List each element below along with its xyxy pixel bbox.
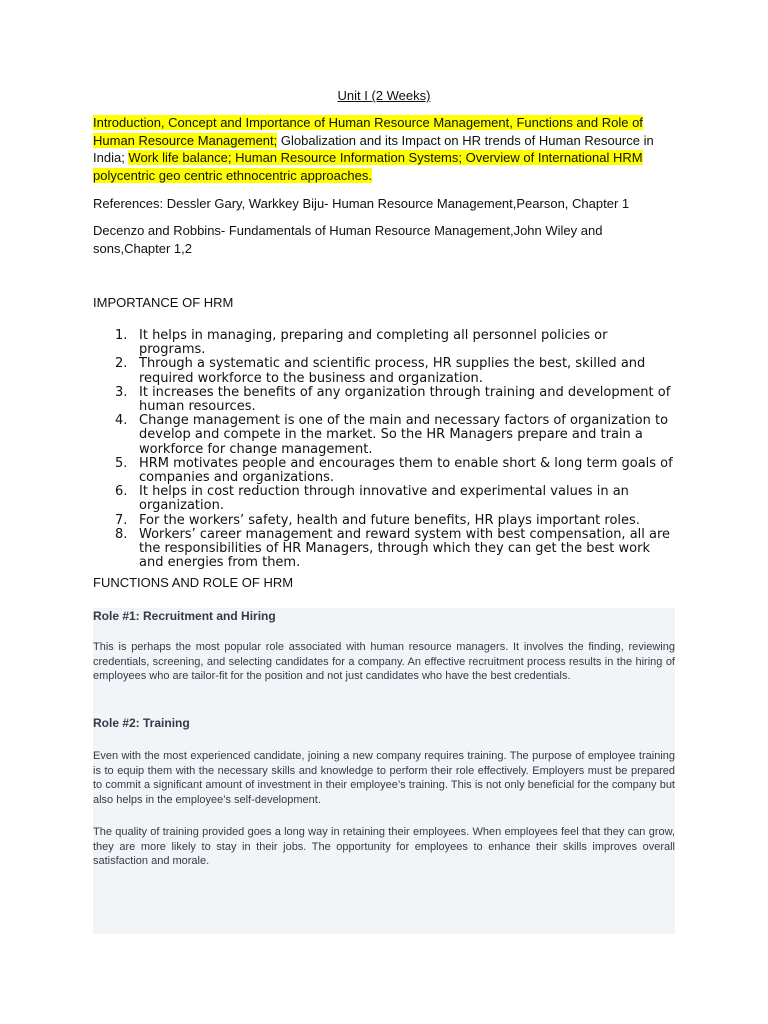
unit-title: Unit I (2 Weeks) xyxy=(337,88,431,103)
list-item-text: Through a systematic and scientific process, HR supplies the best, skilled and required workforce to the business and organization. xyxy=(139,356,646,386)
intro-paragraph xyxy=(93,114,675,184)
list-item xyxy=(93,357,675,385)
list-number: 2. xyxy=(115,356,128,372)
list-item xyxy=(93,485,675,513)
plain-text: Globalization and its Impact on HR trends of Human Resource in India; xyxy=(93,132,654,166)
role-2-text-2: The quality of training provided goes a long way in retaining their employees. When employees feel that they can grow, they are more likely to stay in their jobs. The opportunity for employees to enhance their skills improves overall satisfaction and morale. xyxy=(93,826,675,868)
list-number: 4. xyxy=(115,413,128,429)
list-item-text: Workers’ career management and reward system with best compensation, all are the responsibilities of HR Managers, through which they can get the best work and energies from them. xyxy=(139,526,671,571)
role-2-title: Role #2: Training xyxy=(93,716,190,730)
list-item xyxy=(93,457,675,485)
list-item xyxy=(93,514,675,528)
reference-1: References: Dessler Gary, Warkkey Biju- Human Resource Management,Pearson, Chapter 1 xyxy=(93,196,630,211)
list-item-text: HRM motivates people and encourages them to enable short & long term goals of companies and organizations. xyxy=(139,455,673,486)
importance-list xyxy=(93,329,675,570)
list-item-text: It helps in managing, preparing and completing all personnel policies or programs. xyxy=(139,328,608,358)
list-item-text: Change management is one of the main and necessary factors of organization to develop and compete in the market. So the HR Managers prepare and train a workforce for change management. xyxy=(139,413,669,457)
list-number: 6. xyxy=(115,484,128,500)
list-item xyxy=(93,414,675,457)
list-number: 8. xyxy=(115,526,128,542)
list-item xyxy=(93,528,675,571)
role-1-title: Role #1: Recruitment and Hiring xyxy=(93,609,276,623)
role-2-text-1: Even with the most experienced candidate, joining a new company requires training. The purpose of employee training is to equip them with the necessary skills and knowledge to perform their role effectively. Employers must be prepared to commit a significant amount of investment in their employee’s training. This is not only beneficial for the company but also helps in the employee’s self-development. xyxy=(93,750,675,807)
list-item-text: It helps in cost reduction through innovative and experimental values in an organization. xyxy=(139,484,629,514)
list-item xyxy=(93,329,675,357)
role-1-text: This is perhaps the most popular role associated with human resource managers. It involves the finding, reviewing credentials, screening, and selecting candidates for a company. An effective recruitment process results in the hiring of employees who are tailor-fit for the position and not just candidates who have the best credentials. xyxy=(93,641,675,683)
importance-heading: IMPORTANCE OF HRM xyxy=(93,295,234,310)
reference-2: Decenzo and Robbins- Fundamentals of Human Resource Management,John Wiley and sons,Chapter 1,2 xyxy=(93,223,603,256)
highlighted-text: Work life balance; Human Resource Information Systems; Overview of International HRM polycentric geo centric ethnocentric approaches. xyxy=(93,150,643,183)
list-number: 3. xyxy=(115,384,128,400)
list-item-text: For the workers’ safety, health and future benefits, HR plays important roles. xyxy=(139,512,640,528)
functions-heading: FUNCTIONS AND ROLE OF HRM xyxy=(93,575,294,590)
list-item xyxy=(93,386,675,414)
list-number: 1. xyxy=(115,328,128,343)
list-number: 5. xyxy=(115,455,128,471)
list-item-text: It increases the benefits of any organization through training and development of human resources. xyxy=(139,384,671,415)
list-number: 7. xyxy=(115,512,128,528)
highlighted-text: Introduction, Concept and Importance of Human Resource Management, Functions and Role of Human Resource Management; xyxy=(93,115,643,148)
